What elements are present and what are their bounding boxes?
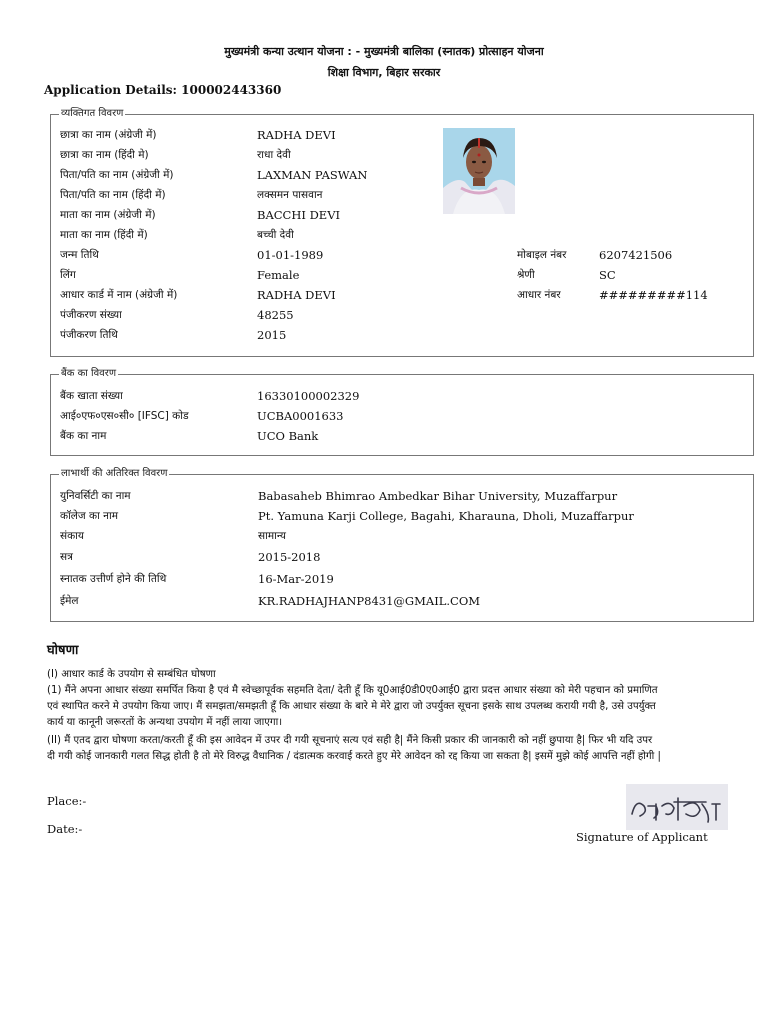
value-aadhaar-name: RADHA DEVI xyxy=(257,288,336,302)
value-mother-name-hi: बच्ची देवी xyxy=(257,229,294,241)
value-session: 2015-2018 xyxy=(258,550,321,564)
label-university: युनिवर्सिटी का नाम xyxy=(60,490,131,502)
bank-details-legend: बैंक का विवरण xyxy=(61,368,117,379)
value-bank-name: UCO Bank xyxy=(257,429,319,443)
value-student-name-en: RADHA DEVI xyxy=(257,128,336,142)
value-father-name-en: LAXMAN PASWAN xyxy=(257,168,368,182)
label-aadhaar-number: आधार नंबर xyxy=(517,289,561,301)
declaration-para1-line2: एवं स्थापित करने मे उपयोग किया जाए। मैं समझता/समझती हूँ कि आधार संख्या के बारे मे मेरे द्वारा जो उपर्युक्त सूचना इसके साथ उपलब्ध करायी गयी है, उसे उपर्युक्त xyxy=(47,701,656,712)
place-label: Place:- xyxy=(47,794,87,808)
value-graduation-date: 16-Mar-2019 xyxy=(258,572,334,586)
value-email: KR.RADHAJHANP8431@GMAIL.COM xyxy=(258,594,481,608)
value-registration-number: 48255 xyxy=(257,308,294,322)
label-graduation-date: स्नातक उत्तीर्ण होने की तिथि xyxy=(60,573,167,585)
label-bank-account: बैंक खाता संख्या xyxy=(60,390,123,402)
page-title: मुख्यमंत्री कन्या उत्थान योजना : - मुख्यमंत्री बालिका (स्नातक) प्रोत्साहन योजना xyxy=(224,45,544,58)
value-mobile: 6207421506 xyxy=(599,248,673,262)
beneficiary-extra-legend: लाभार्थी की अतिरिक्त विवरण xyxy=(61,468,168,479)
value-bank-account: 16330100002329 xyxy=(257,389,360,403)
value-mother-name-en: BACCHI DEVI xyxy=(257,208,341,222)
page-subtitle: शिक्षा विभाग, बिहार सरकार xyxy=(327,66,441,79)
date-label: Date:- xyxy=(47,822,83,836)
label-category: श्रेणी xyxy=(517,269,535,281)
value-student-name-hi: राधा देवी xyxy=(257,149,291,161)
label-father-name-hi: पिता/पति का नाम (हिंदी में) xyxy=(60,189,166,201)
value-college: Pt. Yamuna Karji College, Bagahi, Kharauna, Dholi, Muzaffarpur xyxy=(258,509,634,523)
label-mobile: मोबाइल नंबर xyxy=(517,249,567,261)
value-ifsc: UCBA0001633 xyxy=(257,409,344,423)
value-faculty: सामान्य xyxy=(258,530,287,542)
signature-caption: Signature of Applicant xyxy=(576,830,708,844)
value-gender: Female xyxy=(257,268,300,282)
signature-image xyxy=(626,784,728,830)
personal-details-legend: व्यक्तिगत विवरण xyxy=(61,108,124,119)
label-dob: जन्म तिथि xyxy=(60,249,99,261)
label-email: ईमेल xyxy=(60,595,79,607)
label-mother-name-hi: माता का नाम (हिंदी में) xyxy=(60,229,148,241)
declaration-heading: घोषणा xyxy=(47,643,79,658)
label-registration-number: पंजीकरण संख्या xyxy=(60,309,122,321)
label-faculty: संकाय xyxy=(60,530,84,542)
label-aadhaar-name: आधार कार्ड में नाम (अंग्रेजी में) xyxy=(60,289,178,301)
label-father-name-en: पिता/पति का नाम (अंग्रेजी में) xyxy=(60,169,174,181)
label-mother-name-en: माता का नाम (अंग्रेजी में) xyxy=(60,209,156,221)
label-student-name-hi: छात्रा का नाम (हिंदी मे) xyxy=(60,149,149,161)
label-college: कॉलेज का नाम xyxy=(60,510,118,522)
application-details: Application Details: 100002443360 xyxy=(44,83,282,97)
declaration-line-i: (I) आधार कार्ड के उपयोग से सम्बंधित घोषणा xyxy=(47,669,216,680)
declaration-para1-line1: (1) मैंने अपना आधार संख्या समर्पित किया है एवं मै स्वेच्छापूर्वक सहमति देता/ देती हूँ कि यू0आई0डी0ए0आई0 द्वारा प्रदत्त आधार संख्या को मेरी पहचान को प्रमाणित xyxy=(47,685,658,696)
declaration-para1-line3: कार्य या कानूनी जरूरतों के अन्यथा उपयोग में नहीं लाया जाएगा। xyxy=(47,717,283,728)
label-session: सत्र xyxy=(60,551,73,563)
label-gender: लिंग xyxy=(60,269,76,281)
value-category: SC xyxy=(599,268,616,282)
label-ifsc: आई०एफ०एस०सी० [IFSC] कोड xyxy=(60,410,189,422)
label-student-name-en: छात्रा का नाम (अंग्रेजी में) xyxy=(60,129,157,141)
value-dob: 01-01-1989 xyxy=(257,248,324,262)
value-aadhaar-number: #########114 xyxy=(599,288,708,302)
declaration-para2-line2: दी गयी कोई जानकारी गलत सिद्ध होती है तो मेरे विरुद्ध वैधानिक / दंडात्मक करवाई करते हुए मेरे आवेदन को रद्द किया जा सकता है| इसमें मुझे कोई आपत्ति नहीं होगी | xyxy=(47,751,661,762)
personal-details-section xyxy=(50,108,754,357)
value-registration-date: 2015 xyxy=(257,328,287,342)
declaration-para2-line1: (II) मैं एतद द्वारा घोषणा करता/करती हूँ की इस आवेदन में उपर दी गयी सूचनाएं सत्य एवं सही है| मैंने किसी प्रकार की जानकारी को नहीं छुपाया है| फिर भी यदि उपर xyxy=(47,735,653,746)
applicant-photo xyxy=(443,128,515,214)
value-father-name-hi: लक्समन पासवान xyxy=(257,189,323,201)
value-university: Babasaheb Bhimrao Ambedkar Bihar University, Muzaffarpur xyxy=(258,489,618,503)
label-bank-name: बैंक का नाम xyxy=(60,430,107,442)
label-registration-date: पंजीकरण तिथि xyxy=(60,329,118,341)
